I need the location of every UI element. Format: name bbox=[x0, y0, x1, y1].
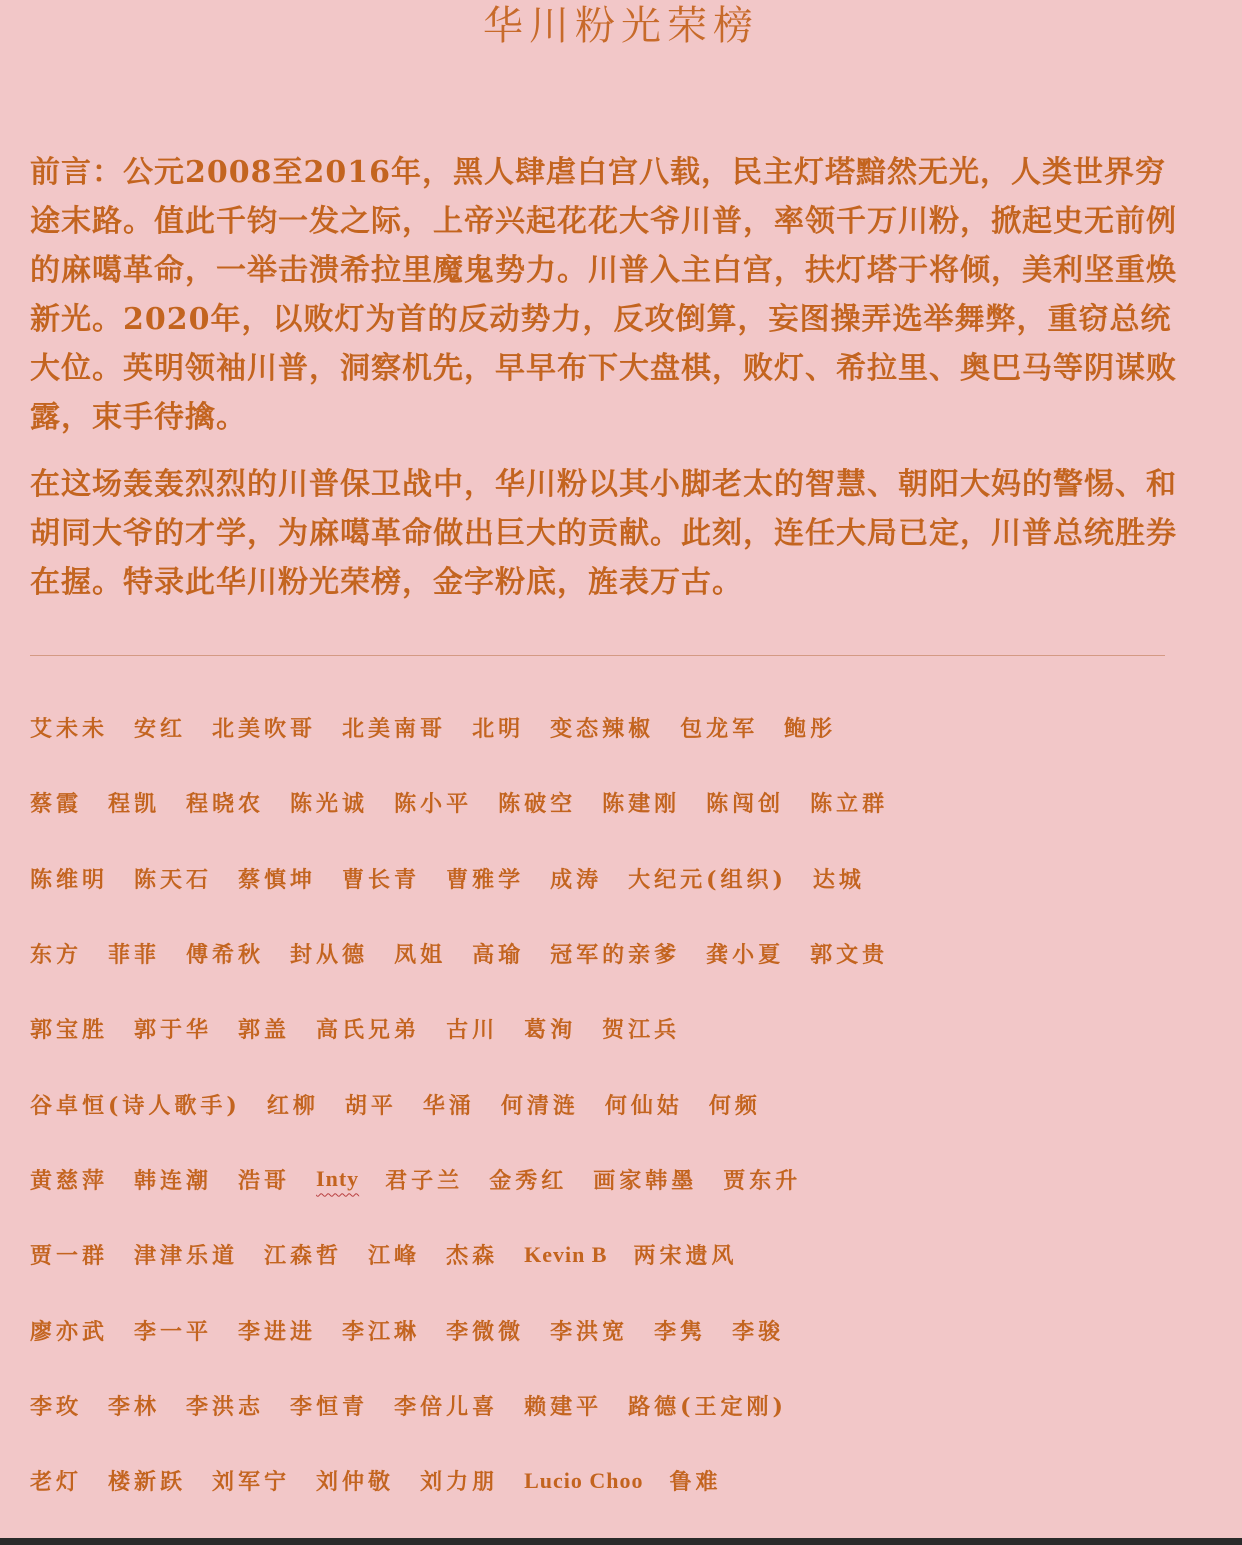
name-entry: 北明 bbox=[472, 716, 525, 743]
name-entry: 李进进 bbox=[238, 1318, 317, 1345]
name-entry: 君子兰 bbox=[385, 1167, 464, 1194]
name-entry: 陈光诚 bbox=[290, 791, 369, 818]
name-entry: 李倍儿喜 bbox=[394, 1393, 499, 1420]
name-entry: 达城 bbox=[812, 866, 865, 893]
name-entry: 陈维明 bbox=[30, 866, 109, 893]
name-entry: 陈天石 bbox=[134, 866, 213, 893]
name-entry: 两宋遗风 bbox=[633, 1243, 738, 1270]
name-entry: Inty bbox=[316, 1166, 360, 1192]
name-entry: 李玫 bbox=[30, 1393, 83, 1420]
name-entry: 傅希秋 bbox=[186, 942, 265, 969]
names-list bbox=[30, 690, 1220, 1518]
intro-paragraph-2: 在这场轰轰烈烈的川普保卫战中，华川粉以其小脚老太的智慧、朝阳大妈的警惕、和胡同大爷的才学，为麻噶革命做出巨大的贡献。此刻，连任大局已定，川普总统胜券在握。特录此华川粉光荣榜，金字粉底，旌表万古。 bbox=[30, 467, 1177, 600]
name-entry: 北美吹哥 bbox=[212, 716, 317, 743]
name-entry: Lucio Choo bbox=[524, 1467, 644, 1493]
names-row bbox=[30, 916, 1220, 991]
name-entry: 程晓农 bbox=[186, 791, 265, 818]
name-entry: 冠军的亲爹 bbox=[550, 942, 681, 969]
name-entry: 陈破空 bbox=[498, 791, 577, 818]
name-entry: 金秀红 bbox=[489, 1167, 568, 1194]
name-entry: 楼新跃 bbox=[108, 1469, 187, 1496]
name-entry: 陈立群 bbox=[810, 791, 889, 818]
name-entry: 江森哲 bbox=[264, 1243, 343, 1270]
name-entry: 李洪宽 bbox=[550, 1318, 629, 1345]
name-entry: 变态辣椒 bbox=[550, 716, 655, 743]
name-entry: 郭盖 bbox=[238, 1017, 291, 1044]
name-entry: 胡平 bbox=[344, 1092, 397, 1119]
name-entry: 何频 bbox=[708, 1092, 761, 1119]
name-entry: 陈建刚 bbox=[602, 791, 681, 818]
name-entry: Kevin B bbox=[524, 1241, 608, 1267]
name-entry: 黄慈萍 bbox=[30, 1167, 109, 1194]
names-row bbox=[30, 1292, 1220, 1367]
name-entry: 陈小平 bbox=[394, 791, 473, 818]
name-entry: 龚小夏 bbox=[706, 942, 785, 969]
name-entry: 李恒青 bbox=[290, 1393, 369, 1420]
name-entry: 高瑜 bbox=[472, 942, 525, 969]
intro-paragraph-1: 前言：公元2008至2016年，黑人肆虐白宫八载，民主灯塔黯然无光，人类世界穷途末路。值此千钧一发之际，上帝兴起花花大爷川普，率领千万川粉，掀起史无前例的麻噶革命，一举击溃希拉里魔鬼势力。川普入主白宫，扶灯塔于将倾，美利坚重焕新光。2020年，以败灯为首的反动势力，反攻倒算，妄图操弄选举舞弊，重窃总统大位。英明领袖川普，洞察机先，早早布下大盘棋，败灯、希拉里、奥巴马等阴谋败露，束手待擒。 bbox=[30, 155, 1177, 435]
name-entry: 李林 bbox=[108, 1393, 161, 1420]
divider-line bbox=[30, 655, 1165, 656]
name-entry: 曹长青 bbox=[342, 866, 421, 893]
names-row bbox=[30, 690, 1220, 765]
name-entry: 廖亦武 bbox=[30, 1318, 109, 1345]
name-entry: 陈闯创 bbox=[706, 791, 785, 818]
names-row bbox=[30, 1217, 1220, 1292]
name-entry: 东方 bbox=[30, 942, 83, 969]
name-entry: 李一平 bbox=[134, 1318, 213, 1345]
name-entry: 刘仲敬 bbox=[316, 1469, 395, 1496]
names-row bbox=[30, 1443, 1220, 1518]
name-entry: 赖建平 bbox=[524, 1393, 603, 1420]
name-entry: 高氏兄弟 bbox=[316, 1017, 421, 1044]
name-entry: 浩哥 bbox=[238, 1167, 291, 1194]
page-title: 华川粉光荣榜 bbox=[483, 3, 759, 49]
name-entry: 包龙军 bbox=[680, 716, 759, 743]
name-entry: 郭于华 bbox=[134, 1017, 213, 1044]
name-entry: 何仙姑 bbox=[604, 1092, 683, 1119]
names-row bbox=[30, 1142, 1220, 1217]
name-entry: 路德(王定刚) bbox=[628, 1393, 787, 1420]
name-entry: 郭文贵 bbox=[810, 942, 889, 969]
names-row bbox=[30, 991, 1220, 1066]
name-entry: 封从德 bbox=[290, 942, 369, 969]
name-entry: 李江琳 bbox=[342, 1318, 421, 1345]
name-entry: 画家韩墨 bbox=[593, 1167, 698, 1194]
name-entry: 杰森 bbox=[446, 1243, 499, 1270]
name-entry: 李隽 bbox=[654, 1318, 707, 1345]
name-entry: 李洪志 bbox=[186, 1393, 265, 1420]
name-entry: 津津乐道 bbox=[134, 1243, 239, 1270]
name-entry: 谷卓恒(诗人歌手) bbox=[30, 1092, 241, 1119]
name-entry: 菲菲 bbox=[108, 942, 161, 969]
name-entry: 红柳 bbox=[266, 1092, 319, 1119]
name-entry: 华涌 bbox=[422, 1092, 475, 1119]
name-entry: 凤姐 bbox=[394, 942, 447, 969]
name-entry: 老灯 bbox=[30, 1469, 83, 1496]
name-entry: 艾未未 bbox=[30, 716, 109, 743]
name-entry: 鲍彤 bbox=[784, 716, 837, 743]
name-entry: 贺江兵 bbox=[602, 1017, 681, 1044]
bottom-edge-bar bbox=[0, 1538, 1242, 1545]
names-row bbox=[30, 1368, 1220, 1443]
name-entry: 李微微 bbox=[446, 1318, 525, 1345]
name-entry: 江峰 bbox=[368, 1243, 421, 1270]
name-entry: 贾东升 bbox=[723, 1167, 802, 1194]
name-entry: 曹雅学 bbox=[446, 866, 525, 893]
name-entry: 韩连潮 bbox=[134, 1167, 213, 1194]
name-entry: 郭宝胜 bbox=[30, 1017, 109, 1044]
name-entry: 李骏 bbox=[732, 1318, 785, 1345]
names-row bbox=[30, 841, 1220, 916]
name-entry: 安红 bbox=[134, 716, 187, 743]
name-entry: 大纪元(组织) bbox=[628, 866, 787, 893]
name-entry: 成涛 bbox=[550, 866, 603, 893]
name-entry: 鲁难 bbox=[669, 1469, 722, 1496]
name-entry: 何清涟 bbox=[500, 1092, 579, 1119]
names-row bbox=[30, 1066, 1220, 1141]
name-entry: 北美南哥 bbox=[342, 716, 447, 743]
name-entry: 刘力朋 bbox=[420, 1469, 499, 1496]
name-entry: 程凯 bbox=[108, 791, 161, 818]
name-entry: 蔡霞 bbox=[30, 791, 83, 818]
name-entry: 葛洵 bbox=[524, 1017, 577, 1044]
names-row bbox=[30, 765, 1220, 840]
name-entry: 古川 bbox=[446, 1017, 499, 1044]
name-entry: 刘军宁 bbox=[212, 1469, 291, 1496]
name-entry: 贾一群 bbox=[30, 1243, 109, 1270]
name-entry: 蔡慎坤 bbox=[238, 866, 317, 893]
